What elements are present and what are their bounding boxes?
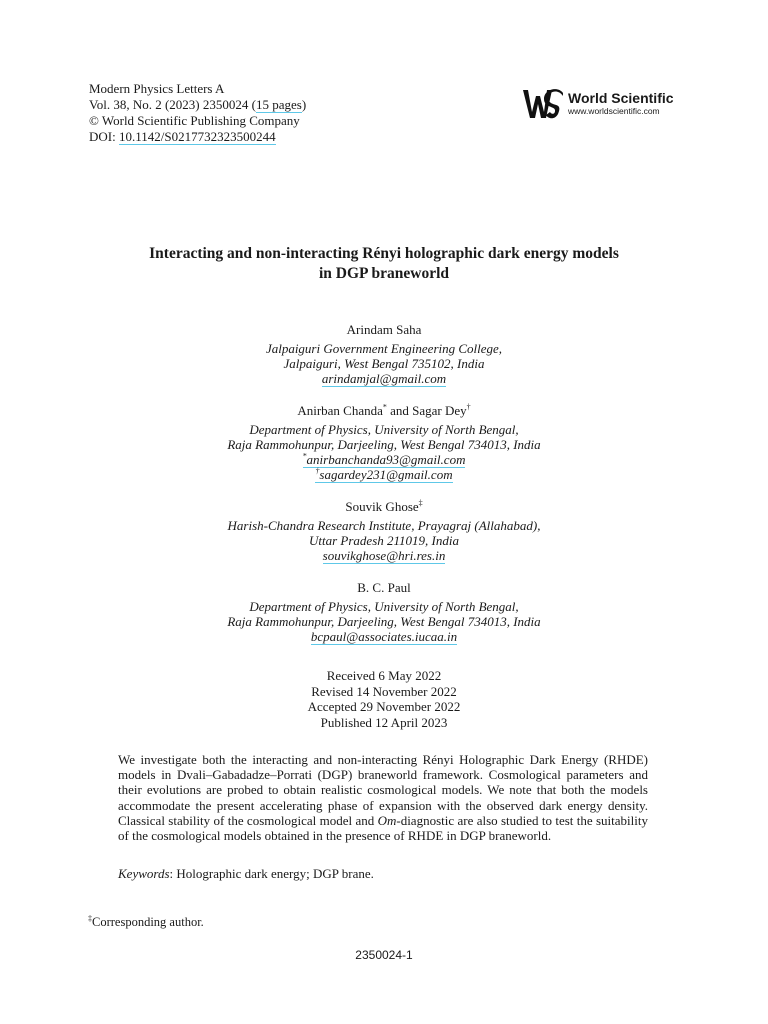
keywords-sep: : xyxy=(169,866,177,881)
publisher-logo[interactable] xyxy=(522,88,674,120)
email-line-1 xyxy=(0,452,768,467)
doi-label: DOI: xyxy=(89,129,116,144)
email-mark-2: † xyxy=(315,466,320,476)
author-names: Arindam Saha xyxy=(346,322,422,337)
volume-close: ) xyxy=(301,97,307,112)
author-mark-1: * xyxy=(382,402,387,412)
volume-line xyxy=(89,97,306,113)
author-name: Souvik Ghose xyxy=(345,499,419,514)
revised-date: Revised 14 November 2022 xyxy=(311,683,457,699)
author-email[interactable]: bcpaul@associates.iucaa.in xyxy=(310,629,458,644)
affiliation-line-1: Harish-Chandra Research Institute, Prayagraj (Allahabad), xyxy=(227,518,541,533)
keywords-label: Keywords xyxy=(118,866,170,881)
affiliation-line-2: Uttar Pradesh 211019, India xyxy=(309,533,459,548)
affiliation-line-2: Jalpaiguri, West Bengal 735102, India xyxy=(283,356,485,371)
author-names xyxy=(0,499,768,514)
world-scientific-logo-icon xyxy=(522,88,564,120)
title-line-2: in DGP braneworld xyxy=(318,265,450,282)
affiliation-line-1: Department of Physics, University of North Bengal, xyxy=(249,422,519,437)
paper-title xyxy=(0,244,768,284)
page-number: 2350024-1 xyxy=(355,948,413,962)
abstract xyxy=(118,752,648,843)
journal-name: Modern Physics Letters A xyxy=(89,81,225,96)
author-group-3 xyxy=(0,499,768,563)
abstract-text-1: We investigate both the interacting and non-interacting Rényi Holographic Dark Energy (RHDE) models in Dvali–Gabadadze–Porrati (DGP) braneworld framework. Cosmological parameters and their evolutions are probed to obtain realistic cosmological models. We note that both the models accommodate the present accelerating phase of expansion with the observed dark energy density. Classical stability of the cosmological model and xyxy=(118,752,648,828)
abstract-text-2: -diagnostic are also studied to test the suitability of the cosmological models obtained in the presence of RHDE in DGP braneworld. xyxy=(118,812,648,844)
footnote-mark: ‡ xyxy=(88,913,92,923)
keywords-text: Holographic dark energy; DGP brane. xyxy=(176,866,374,881)
author-email[interactable]: arindamjal@gmail.com xyxy=(321,371,447,386)
pages-link[interactable]: 15 pages xyxy=(255,97,302,112)
journal-header xyxy=(89,81,306,145)
author-mark: ‡ xyxy=(418,498,423,508)
affiliation-line-2: Raja Rammohunpur, Darjeeling, West Bengal 734013, India xyxy=(227,437,541,452)
author-email-1[interactable]: anirbanchanda93@gmail.com xyxy=(306,452,466,467)
author-name-1: Anirban Chanda xyxy=(297,403,383,418)
logo-text xyxy=(568,91,674,117)
volume-info: Vol. 38, No. 2 (2023) 2350024 ( xyxy=(89,97,256,112)
author-email-2[interactable]: sagardey231@gmail.com xyxy=(319,467,453,482)
doi-line xyxy=(89,129,306,145)
email-line-2 xyxy=(0,467,768,482)
affiliation-line-1: Jalpaiguri Government Engineering College, xyxy=(265,341,503,356)
doi-link[interactable]: 10.1142/S0217732323500244 xyxy=(118,129,276,144)
and-text: and xyxy=(386,403,413,418)
author-mark-2: † xyxy=(466,402,471,412)
publisher-name: World Scientific xyxy=(568,90,674,106)
title-line-1: Interacting and non-interacting Rényi holographic dark energy models xyxy=(149,245,619,262)
author-names: B. C. Paul xyxy=(357,580,411,595)
accepted-date: Accepted 29 November 2022 xyxy=(307,699,461,714)
footnote-text: Corresponding author. xyxy=(92,915,204,929)
email-mark-1: * xyxy=(302,451,307,461)
published-date: Published 12 April 2023 xyxy=(320,714,448,730)
author-group-1 xyxy=(0,322,768,386)
copyright-line: © World Scientific Publishing Company xyxy=(89,113,300,128)
abstract-om: Om xyxy=(377,812,397,828)
received-date: Received 6 May 2022 xyxy=(326,668,442,683)
keywords xyxy=(118,866,374,882)
footnote xyxy=(88,915,204,930)
author-names xyxy=(0,403,768,418)
affiliation-line-2: Raja Rammohunpur, Darjeeling, West Bengal 734013, India xyxy=(227,614,541,629)
publisher-url: www.worldscientific.com xyxy=(568,106,660,116)
author-group-4 xyxy=(0,580,768,644)
author-group-2 xyxy=(0,403,768,482)
author-email[interactable]: souvikghose@hri.res.in xyxy=(322,548,446,563)
affiliation-line-1: Department of Physics, University of North Bengal, xyxy=(249,599,519,614)
publication-dates xyxy=(0,668,768,730)
author-name-2: Sagar Dey xyxy=(412,403,467,418)
